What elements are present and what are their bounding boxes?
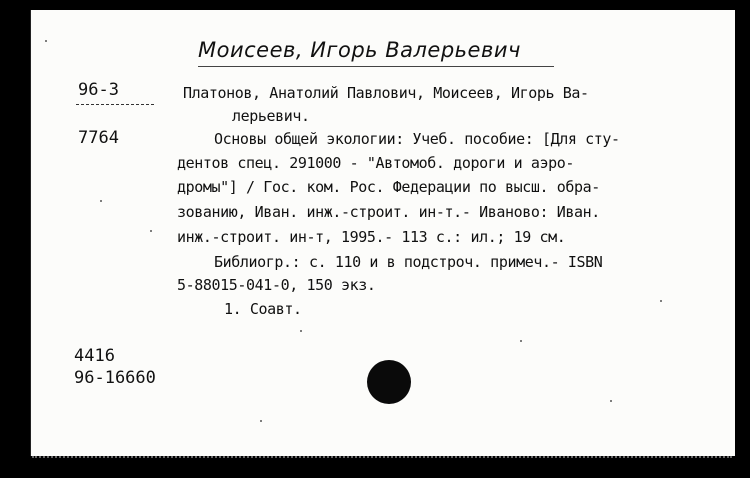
entry-line-5: дромы"] / Гос. ком. Рос. Федерации по высш. обра- xyxy=(177,178,600,196)
inventory-number: 7764 xyxy=(78,128,119,148)
speck xyxy=(260,420,262,422)
card-bottom-edge xyxy=(32,452,732,458)
entry-line-6: зованию, Иван. инж.-строит. ин-т.- Иваново: Иван. xyxy=(177,203,600,221)
speck xyxy=(45,40,47,42)
entry-line-7: инж.-строит. ин-т, 1995.- 113 с.: ил.; 19 см. xyxy=(177,228,566,246)
entry-line-1: Платонов, Анатолий Павлович, Моисеев, Игорь Ва- xyxy=(183,84,589,102)
entry-line-2: лерьевич. xyxy=(232,107,310,125)
speck xyxy=(610,400,612,402)
speck xyxy=(300,330,302,332)
entry-line-8: Библиогр.: с. 110 и в подстроч. примеч.- ISBN xyxy=(214,253,603,271)
entry-line-3: Основы общей экологии: Учеб. пособие: [Для сту- xyxy=(214,130,620,148)
speck xyxy=(100,200,102,202)
bottom-number-2: 96-16660 xyxy=(74,368,156,388)
entry-line-10: 1. Соавт. xyxy=(224,300,302,318)
speck xyxy=(520,340,522,342)
call-number-rule xyxy=(76,104,154,105)
punch-hole xyxy=(367,360,411,404)
speck xyxy=(150,230,152,232)
entry-line-9: 5-88015-041-0, 150 экз. xyxy=(177,276,376,294)
handwritten-heading: Моисеев, Игорь Валерьевич xyxy=(198,38,521,62)
bottom-number-1: 4416 xyxy=(74,346,115,366)
heading-underline xyxy=(198,66,554,67)
speck xyxy=(660,300,662,302)
call-number-top: 96-3 xyxy=(78,80,119,100)
entry-line-4: дентов спец. 291000 - "Автомоб. дороги и аэро- xyxy=(177,154,575,172)
